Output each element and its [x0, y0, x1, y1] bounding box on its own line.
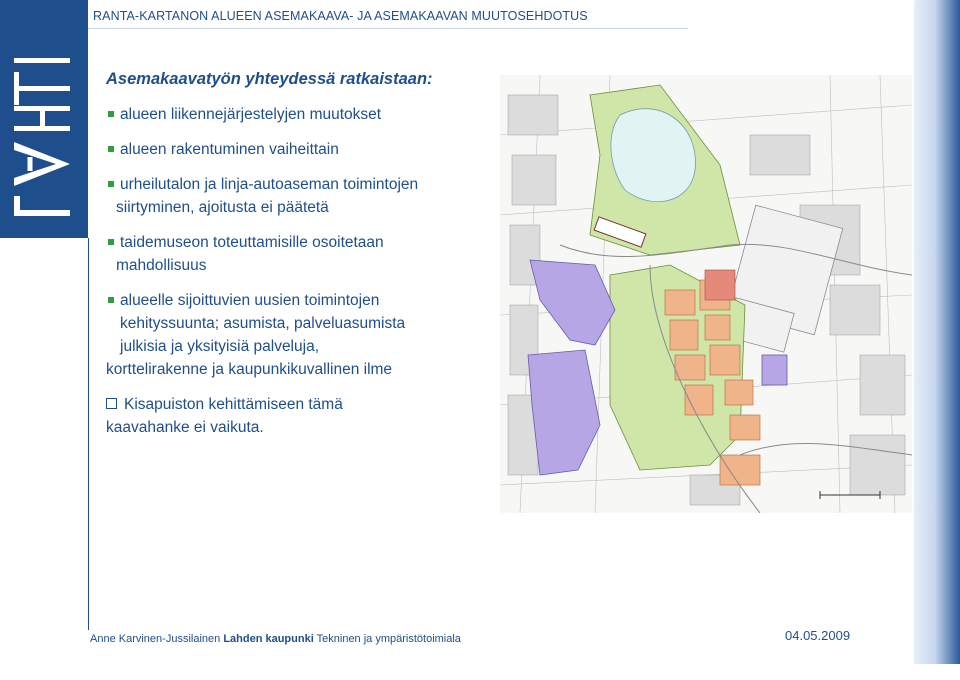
bullet-text: alueen liikennejärjestelyjen muutokset [120, 106, 382, 123]
lahti-logo [0, 0, 88, 238]
checkbox-text: kaavahanke ei vaikuta. [106, 419, 264, 436]
bullet-text: alueelle sijoittuvien uusien toimintojen [120, 292, 380, 309]
bullet-text: siirtyminen, ajoitusta ei päätetä [116, 199, 329, 216]
slide-heading: Asemakaavatyön yhteydessä ratkaistaan: [106, 70, 433, 88]
bullet-square-icon [108, 111, 114, 117]
bullet-item [106, 231, 501, 277]
page-header-title: RANTA-KARTANON ALUEEN ASEMAKAAVA- JA ASEMAKAAVAN MUUTOSEHDOTUS [93, 9, 588, 23]
footer-author: Anne Karvinen-Jussilainen [90, 633, 221, 645]
zoning-map-image [500, 75, 912, 513]
slide-content [106, 70, 501, 439]
bullet-text: kehityssuunta; asumista, palveluasumista [120, 315, 406, 332]
bullet-text: mahdollisuus [116, 257, 207, 274]
checkbox-text: Kisapuiston kehittämiseen tämä [124, 396, 343, 413]
slide-date: 04.05.2009 [785, 628, 851, 643]
footer-org: Lahden kaupunki [223, 633, 314, 645]
right-decoration-bar [914, 0, 960, 664]
bullet-text: julkisia ja yksityisiä palveluja, [120, 338, 319, 355]
bullet-square-icon [108, 297, 114, 303]
header-rule [88, 28, 688, 29]
bullet-text: taidemuseon toteuttamisille osoitetaan [120, 234, 384, 251]
bullet-text: alueen rakentuminen vaiheittain [120, 141, 339, 158]
footer-dept: Tekninen ja ympäristötoimiala [316, 633, 461, 645]
bullet-square-icon [108, 181, 114, 187]
bullet-item [106, 138, 501, 161]
bullet-square-icon [108, 239, 114, 245]
checkbox-item [106, 393, 501, 439]
bullet-text: urheilutalon ja linja-autoaseman toimintojen [120, 176, 419, 193]
bullet-item [106, 103, 501, 126]
footer [90, 633, 461, 645]
bullet-square-icon [108, 146, 114, 152]
lahti-logo-mark [0, 0, 88, 238]
bullet-item [106, 289, 501, 381]
vertical-divider [88, 238, 89, 630]
bullet-item [106, 173, 501, 219]
checkbox-square-icon [106, 398, 117, 409]
bullet-text: korttelirakenne ja kaupunkikuvallinen ilme [106, 361, 393, 378]
